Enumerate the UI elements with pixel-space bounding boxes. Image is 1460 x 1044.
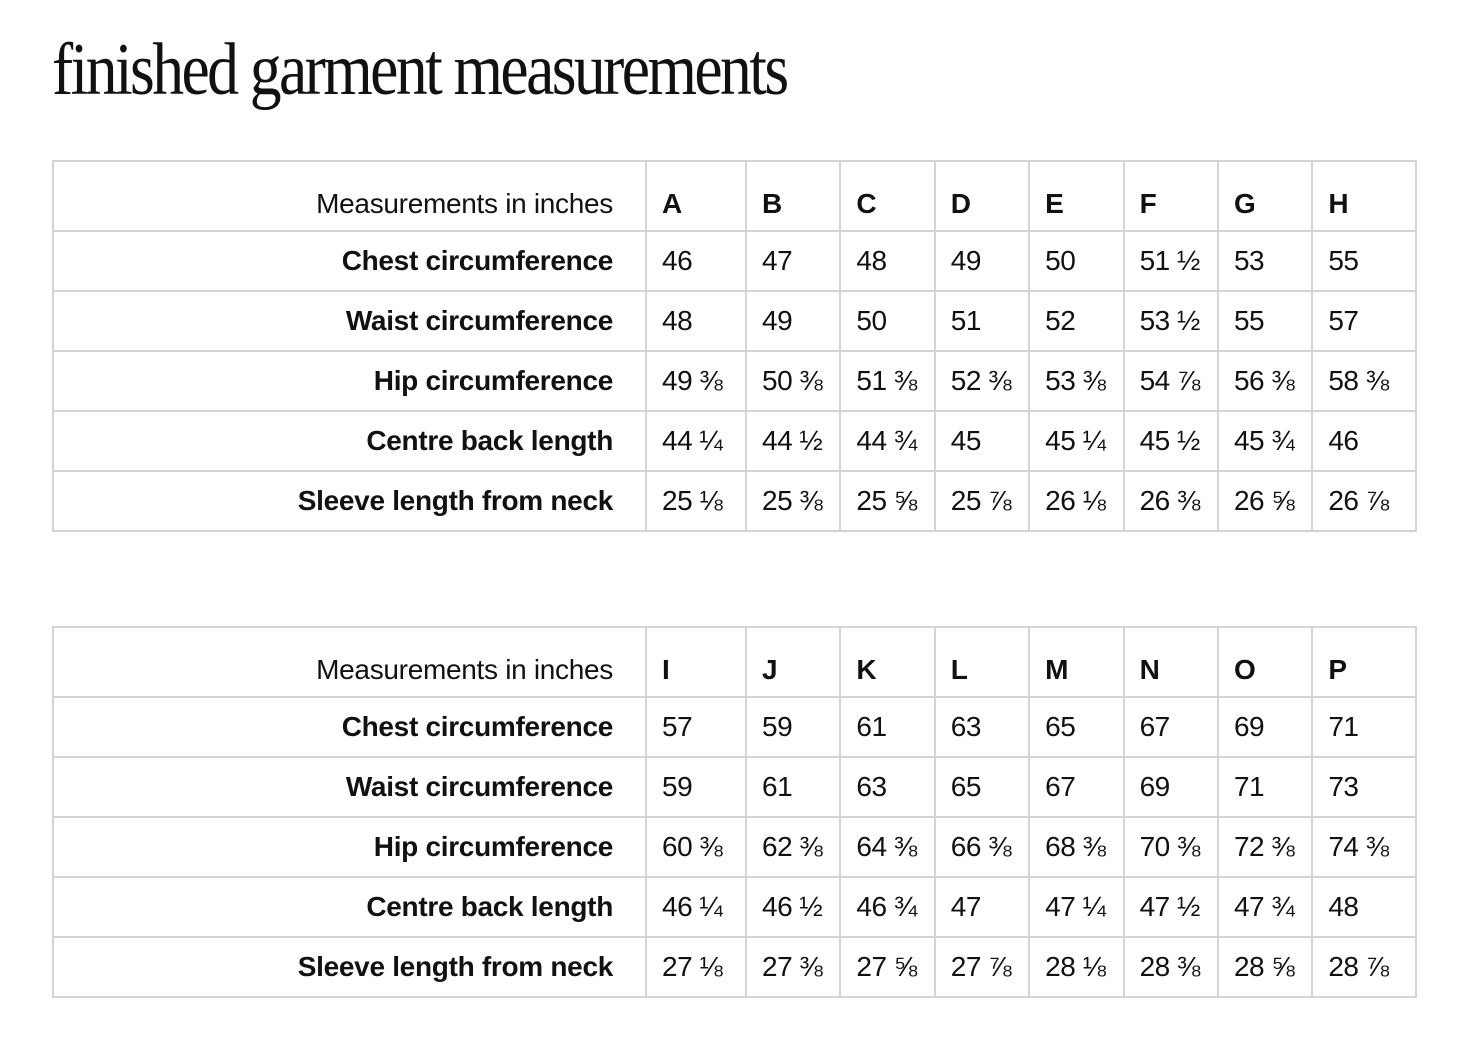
measurement-cell: 26 ⅛ xyxy=(1029,471,1123,531)
row-label: Hip circumference xyxy=(53,351,646,411)
measurement-cell: 66 ⅜ xyxy=(935,817,1029,877)
size-header: F xyxy=(1124,161,1218,231)
table-row xyxy=(53,351,1416,411)
row-label: Chest circumference xyxy=(53,231,646,291)
measurement-cell: 25 ⅛ xyxy=(646,471,746,531)
measurement-cell: 69 xyxy=(1124,757,1218,817)
measurement-cell: 46 ¾ xyxy=(840,877,934,937)
measurement-cell: 45 ¾ xyxy=(1218,411,1312,471)
measurement-cell: 26 ⅜ xyxy=(1124,471,1218,531)
measurement-cell: 27 ⅛ xyxy=(646,937,746,997)
measurement-cell: 47 ½ xyxy=(1124,877,1218,937)
measurement-cell: 46 xyxy=(646,231,746,291)
measurement-cell: 25 ⅞ xyxy=(935,471,1029,531)
table-header-row xyxy=(53,627,1416,697)
measurement-cell: 51 ⅜ xyxy=(840,351,934,411)
measurement-cell: 68 ⅜ xyxy=(1029,817,1123,877)
size-header: D xyxy=(935,161,1029,231)
measurement-cell: 57 xyxy=(646,697,746,757)
table-row xyxy=(53,471,1416,531)
measurement-cell: 54 ⅞ xyxy=(1124,351,1218,411)
table-row xyxy=(53,817,1416,877)
measurement-cell: 46 ½ xyxy=(746,877,840,937)
measurement-cell: 64 ⅜ xyxy=(840,817,934,877)
measurement-cell: 53 ½ xyxy=(1124,291,1218,351)
measurement-cell: 55 xyxy=(1312,231,1416,291)
table-row xyxy=(53,697,1416,757)
measurement-cell: 52 xyxy=(1029,291,1123,351)
measurement-cell: 27 ⅝ xyxy=(840,937,934,997)
measurement-cell: 46 xyxy=(1312,411,1416,471)
measurement-cell: 52 ⅜ xyxy=(935,351,1029,411)
header-label: Measurements in inches xyxy=(53,627,646,697)
size-header: L xyxy=(935,627,1029,697)
measurement-cell: 26 ⅝ xyxy=(1218,471,1312,531)
measurement-cell: 50 xyxy=(1029,231,1123,291)
measurement-cell: 47 ¾ xyxy=(1218,877,1312,937)
page-title: finished garment measurements xyxy=(52,29,787,111)
measurement-cell: 28 ⅜ xyxy=(1124,937,1218,997)
measurement-cell: 63 xyxy=(840,757,934,817)
measurement-cell: 61 xyxy=(746,757,840,817)
measurement-cell: 49 xyxy=(935,231,1029,291)
table-row xyxy=(53,411,1416,471)
measurement-cell: 44 ¾ xyxy=(840,411,934,471)
size-header: J xyxy=(746,627,840,697)
table-row xyxy=(53,937,1416,997)
measurement-cell: 60 ⅜ xyxy=(646,817,746,877)
measurement-cell: 65 xyxy=(935,757,1029,817)
measurement-cell: 48 xyxy=(840,231,934,291)
measurement-cell: 25 ⅝ xyxy=(840,471,934,531)
size-header: M xyxy=(1029,627,1123,697)
size-header: O xyxy=(1218,627,1312,697)
measurement-cell: 74 ⅜ xyxy=(1312,817,1416,877)
measurement-cell: 55 xyxy=(1218,291,1312,351)
measurement-cell: 50 xyxy=(840,291,934,351)
size-header: N xyxy=(1124,627,1218,697)
measurement-cell: 58 ⅜ xyxy=(1312,351,1416,411)
measurement-cell: 45 ½ xyxy=(1124,411,1218,471)
measurement-cell: 53 xyxy=(1218,231,1312,291)
size-header: K xyxy=(840,627,934,697)
measurement-cell: 28 ⅛ xyxy=(1029,937,1123,997)
measurement-cell: 46 ¼ xyxy=(646,877,746,937)
measurement-cell: 49 xyxy=(746,291,840,351)
measurement-cell: 61 xyxy=(840,697,934,757)
size-header: E xyxy=(1029,161,1123,231)
measurement-cell: 47 xyxy=(746,231,840,291)
measurement-cell: 63 xyxy=(935,697,1029,757)
measurement-cell: 50 ⅜ xyxy=(746,351,840,411)
measurement-cell: 27 ⅞ xyxy=(935,937,1029,997)
measurement-cell: 45 ¼ xyxy=(1029,411,1123,471)
measurement-cell: 67 xyxy=(1029,757,1123,817)
row-label: Chest circumference xyxy=(53,697,646,757)
measurement-cell: 47 xyxy=(935,877,1029,937)
size-header: C xyxy=(840,161,934,231)
measurement-cell: 59 xyxy=(646,757,746,817)
measurement-cell: 65 xyxy=(1029,697,1123,757)
measurement-cell: 44 ¼ xyxy=(646,411,746,471)
size-header: G xyxy=(1218,161,1312,231)
row-label: Centre back length xyxy=(53,877,646,937)
measurement-cell: 59 xyxy=(746,697,840,757)
measurement-cell: 49 ⅜ xyxy=(646,351,746,411)
measurement-cell: 28 ⅞ xyxy=(1312,937,1416,997)
row-label: Sleeve length from neck xyxy=(53,471,646,531)
measurement-cell: 72 ⅜ xyxy=(1218,817,1312,877)
measurement-cell: 69 xyxy=(1218,697,1312,757)
measurement-cell: 48 xyxy=(646,291,746,351)
table-row xyxy=(53,291,1416,351)
table-header-row xyxy=(53,161,1416,231)
measurement-cell: 70 ⅜ xyxy=(1124,817,1218,877)
measurement-cell: 51 ½ xyxy=(1124,231,1218,291)
measurement-cell: 56 ⅜ xyxy=(1218,351,1312,411)
measurement-cell: 45 xyxy=(935,411,1029,471)
measurement-cell: 28 ⅝ xyxy=(1218,937,1312,997)
table-row xyxy=(53,231,1416,291)
table-row xyxy=(53,757,1416,817)
header-label: Measurements in inches xyxy=(53,161,646,231)
row-label: Hip circumference xyxy=(53,817,646,877)
measurements-table-2 xyxy=(52,626,1417,998)
size-header: B xyxy=(746,161,840,231)
measurement-cell: 73 xyxy=(1312,757,1416,817)
row-label: Sleeve length from neck xyxy=(53,937,646,997)
measurement-cell: 57 xyxy=(1312,291,1416,351)
measurement-cell: 71 xyxy=(1312,697,1416,757)
measurements-table-1 xyxy=(52,160,1417,532)
measurement-cell: 26 ⅞ xyxy=(1312,471,1416,531)
table-row xyxy=(53,877,1416,937)
row-label: Waist circumference xyxy=(53,757,646,817)
measurement-cell: 47 ¼ xyxy=(1029,877,1123,937)
measurement-cell: 27 ⅜ xyxy=(746,937,840,997)
size-header: H xyxy=(1312,161,1416,231)
size-header: A xyxy=(646,161,746,231)
measurement-cell: 51 xyxy=(935,291,1029,351)
measurement-cell: 67 xyxy=(1124,697,1218,757)
measurement-cell: 62 ⅜ xyxy=(746,817,840,877)
measurement-cell: 48 xyxy=(1312,877,1416,937)
measurement-cell: 71 xyxy=(1218,757,1312,817)
measurement-cell: 25 ⅜ xyxy=(746,471,840,531)
row-label: Waist circumference xyxy=(53,291,646,351)
size-header: P xyxy=(1312,627,1416,697)
measurement-cell: 44 ½ xyxy=(746,411,840,471)
size-header: I xyxy=(646,627,746,697)
measurement-cell: 53 ⅜ xyxy=(1029,351,1123,411)
row-label: Centre back length xyxy=(53,411,646,471)
